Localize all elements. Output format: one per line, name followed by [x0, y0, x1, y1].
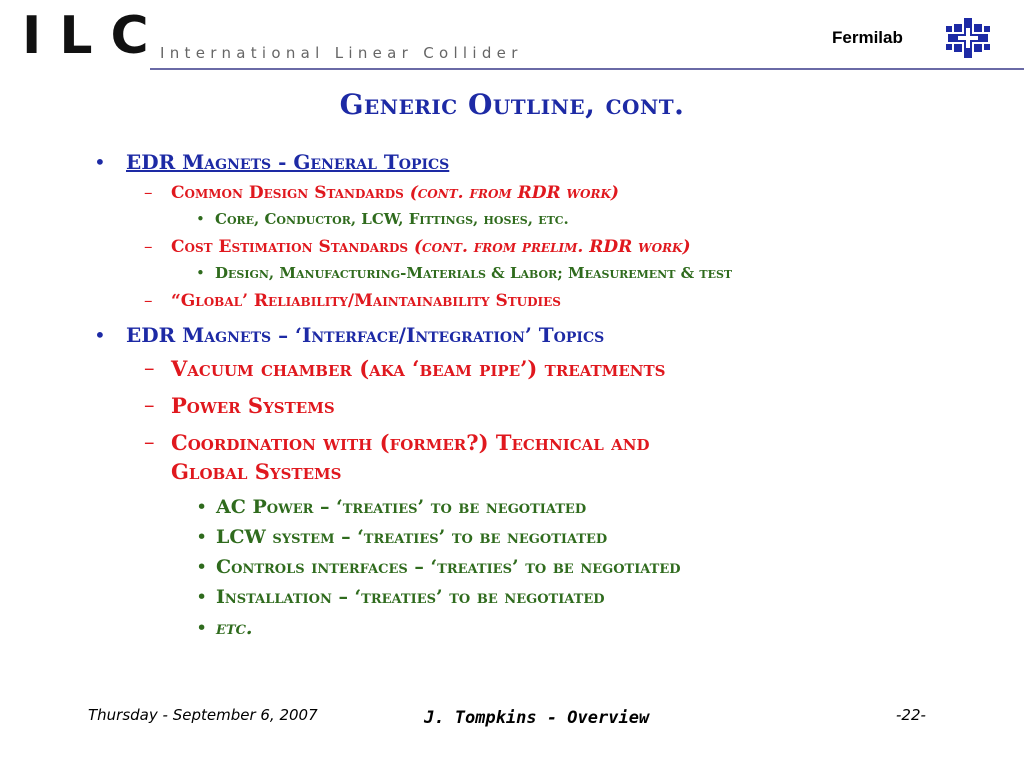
dash-marker: –: [144, 291, 153, 311]
bullet-marker: •: [94, 150, 106, 174]
item-coordination-line2: Global Systems: [171, 459, 342, 484]
item-controls-interfaces: Controls interfaces – ‘treaties’ to be negotiated: [216, 556, 681, 578]
footer-date: Thursday - September 6, 2007: [88, 706, 318, 724]
slide-title: Generic Outline, cont.: [339, 88, 685, 121]
item-lcw-system: LCW system – ‘treaties’ to be negotiated: [216, 526, 608, 548]
item-common-design-standards: [171, 183, 619, 203]
fermilab-label: Fermilab: [832, 28, 903, 47]
bullet-marker: •: [196, 526, 208, 548]
item-design-manufacturing: Design, Manufacturing-Materials & Labor; Measurement & test: [215, 264, 733, 282]
item-common-design-standards-note: (cont. from RDR work): [409, 183, 619, 203]
item-coordination-line1: Coordination with (former?) Technical and: [171, 430, 650, 455]
item-common-design-standards-label: Common Design Standards: [171, 183, 410, 203]
dash-marker: –: [144, 430, 155, 454]
item-cost-estimation-label: Cost Estimation Standards: [171, 237, 414, 257]
dash-marker: –: [144, 393, 155, 417]
dash-marker: –: [144, 237, 153, 257]
bullet-marker: •: [196, 586, 208, 608]
bullet-marker: •: [94, 323, 106, 347]
ilc-logo-subtitle: International Linear Collider: [160, 44, 523, 62]
bullet-marker: •: [196, 617, 208, 639]
footer-page-number: -22-: [896, 706, 926, 724]
item-ac-power: AC Power – ‘treaties’ to be negotiated: [216, 496, 587, 518]
item-vacuum-chamber: Vacuum chamber (aka ‘beam pipe’) treatments: [171, 356, 666, 381]
dash-marker: –: [144, 183, 153, 203]
bullet-marker: •: [196, 556, 208, 578]
ilc-logo: ILC: [22, 6, 167, 66]
bullet-marker: •: [196, 210, 205, 228]
footer-author: J. Tompkins - Overview: [424, 708, 650, 728]
topic-edr-general: EDR Magnets - General Topics: [126, 150, 450, 174]
item-global-reliability: “Global’ Reliability/Maintainability Studies: [171, 291, 561, 311]
item-power-systems: Power Systems: [171, 393, 335, 418]
topic-edr-interface: EDR Magnets – ‘Interface/Integration’ Topics: [126, 323, 605, 347]
bullet-marker: •: [196, 264, 205, 282]
item-installation: Installation – ‘treaties’ to be negotiated: [216, 586, 605, 608]
item-cost-estimation-note: (cont. from prelim. RDR work): [414, 237, 691, 257]
bullet-marker: •: [196, 496, 208, 518]
item-core-conductor: Core, Conductor, LCW, Fittings, hoses, etc.: [215, 210, 569, 228]
dash-marker: –: [144, 356, 155, 380]
item-cost-estimation-standards: [171, 237, 691, 257]
item-etc: etc.: [216, 617, 253, 639]
